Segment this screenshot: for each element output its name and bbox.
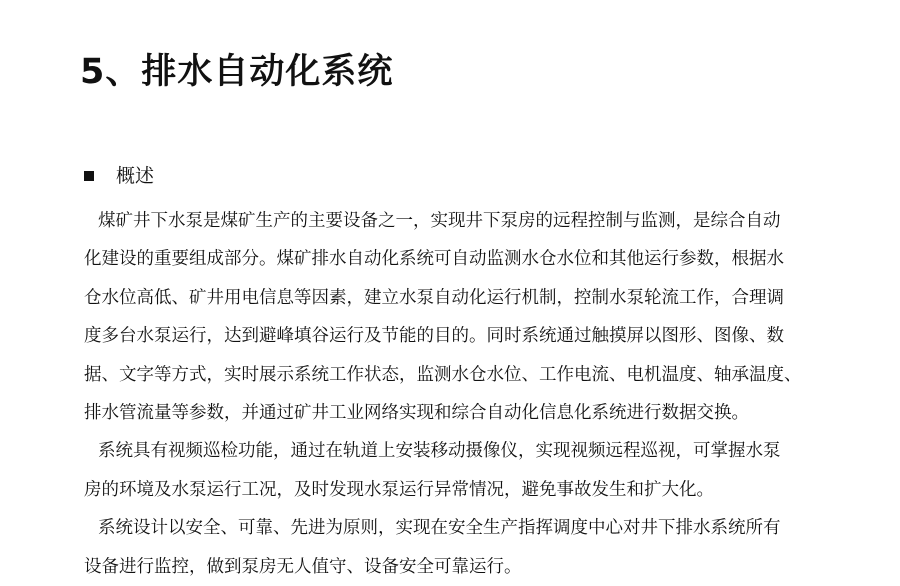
text-line: 煤矿井下水泵是煤矿生产的主要设备之一，实现井下泵房的远程控制与监测，是综合自动 [98, 211, 781, 231]
text-line: 系统具有视频巡检功能，通过在轨道上安装移动摄像仪，实现视频远程巡视，可掌握水泵 [98, 441, 781, 462]
paragraph-design-principle [84, 509, 824, 586]
text-line: 排水管流量等参数，并通过矿井工业网络实现和综合自动化信息化系统进行数据交换。 [84, 403, 749, 424]
paragraph-video-patrol [84, 432, 824, 509]
section-heading [84, 161, 154, 191]
text-line: 化建设的重要组成部分。煤矿排水自动化系统可自动监测水仓水位和其他运行参数，根据水 [84, 249, 784, 270]
square-bullet-icon [84, 171, 94, 181]
paragraph-overview [84, 202, 824, 432]
text-line: 设备进行监控，做到泵房无人值守、设备安全可靠运行。 [84, 556, 522, 577]
text-line: 系统设计以安全、可靠、先进为原则，实现在安全生产指挥调度中心对井下排水系统所有 [98, 518, 781, 539]
body-text [84, 202, 824, 586]
text-line: 据、文字等方式，实时展示系统工作状态，监测水仓水位、工作电流、电机温度、轴承温度、 [84, 364, 802, 385]
text-line: 仓水位高低、矿井用电信息等因素，建立水泵自动化运行机制，控制水泵轮流工作，合理调 [84, 287, 784, 308]
text-line: 度多台水泵运行，达到避峰填谷运行及节能的目的。同时系统通过触摸屏以图形、图像、数 [84, 326, 784, 347]
page-title: 5、排水自动化系统 [80, 52, 394, 92]
section-label: 概述 [116, 165, 155, 187]
text-line: 房的环境及水泵运行工况，及时发现水泵运行异常情况，避免事故发生和扩大化。 [84, 479, 714, 500]
